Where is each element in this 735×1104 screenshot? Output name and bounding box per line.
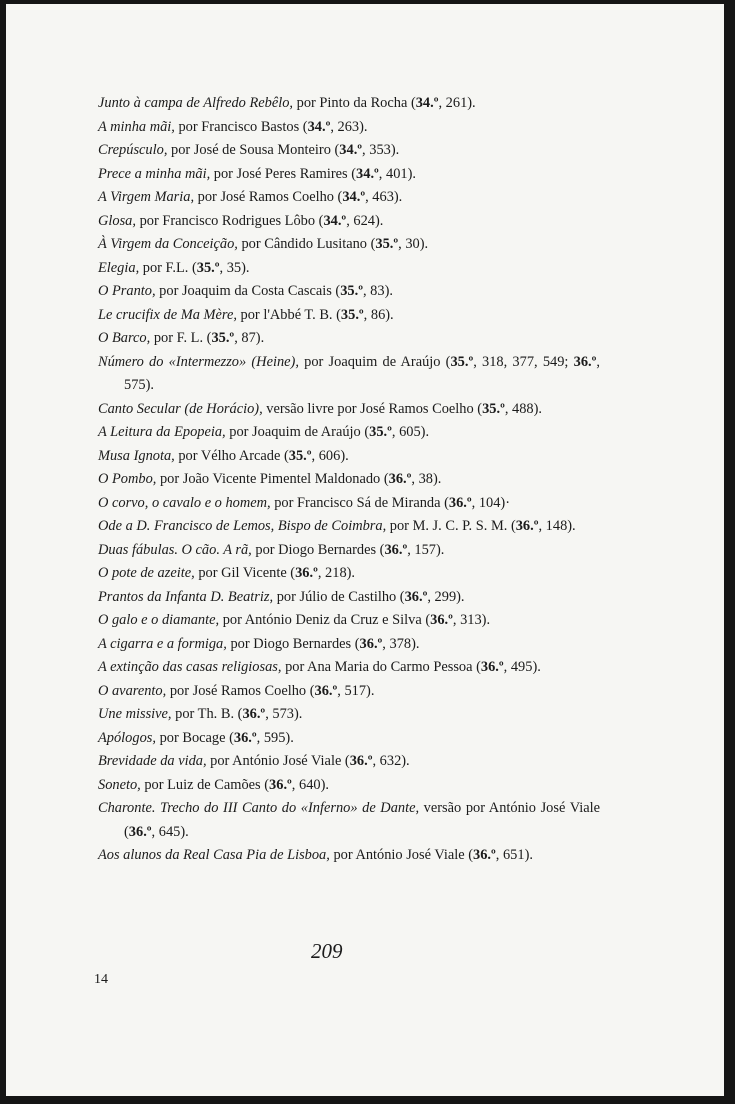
entry-pages: , 573). xyxy=(265,706,303,722)
entry-volume: 34.º xyxy=(415,95,439,111)
entry-pages: , 30). xyxy=(398,236,429,252)
entry-pages: , 353). xyxy=(362,142,400,158)
entry-pages: , 488). xyxy=(504,400,543,417)
entry-volume: 36.º xyxy=(295,565,318,581)
bibliography-entry xyxy=(98,351,600,398)
entry-volume: 36.º xyxy=(242,706,266,722)
entry-volume: 36.º xyxy=(515,518,539,534)
entry-author: por Vélho Arcade ( xyxy=(174,447,289,464)
entry-author: por Diogo Bernardes ( xyxy=(251,541,385,558)
bibliography-entry xyxy=(98,116,600,140)
entry-title: Prece a minha mãi, xyxy=(98,165,211,182)
entry-title: Glosa, xyxy=(98,212,136,229)
entry-pages: , 157). xyxy=(407,541,445,558)
entry-author: por F.L. ( xyxy=(139,259,197,276)
entry-pages: , 261). xyxy=(438,95,476,111)
entry-pages: , 606). xyxy=(311,447,349,464)
entry-author: por Pinto da Rocha ( xyxy=(293,95,416,111)
entry-pages: , 605). xyxy=(391,424,430,440)
bibliography-entry xyxy=(98,92,600,116)
bibliography-entry xyxy=(98,633,600,657)
entry-volume: 34.º xyxy=(323,212,347,229)
bibliography-entry xyxy=(98,515,600,539)
bibliography-entry xyxy=(98,609,600,633)
bibliography-entry xyxy=(98,844,600,868)
entry-author: por l'Abbé T. B. ( xyxy=(236,306,341,323)
entry-volume: 36.º xyxy=(233,729,257,746)
entry-title: A Virgem Maria, xyxy=(98,189,195,205)
entry-pages: , 595). xyxy=(256,729,294,746)
entry-author: por Joaquim da Costa Cascais ( xyxy=(155,283,341,299)
entry-author: por F. L. ( xyxy=(150,330,212,346)
entry-pages: , 87). xyxy=(234,330,265,346)
entry-volume: 36.º xyxy=(480,659,504,675)
entry-author: por Júlio de Castilho ( xyxy=(273,588,405,605)
entry-volume: 36.º xyxy=(349,753,373,769)
entry-title: Charonte. Trecho do III Canto do «Inferno» de Dante, xyxy=(98,800,420,816)
entry-author: por Th. B. ( xyxy=(171,706,243,722)
entry-title: O corvo, o cavalo e o homem, xyxy=(98,494,271,511)
entry-pages: , 632). xyxy=(372,753,410,769)
bibliography-entry xyxy=(98,327,600,351)
entry-pages: , 640). xyxy=(291,776,329,793)
entry-volume: 36.º xyxy=(448,494,472,511)
entry-title: Apólogos, xyxy=(98,729,156,746)
entry-volume: 35.º xyxy=(211,330,235,346)
bibliography-entry xyxy=(98,304,600,328)
bibliography-entry xyxy=(98,186,600,210)
bibliography-entry xyxy=(98,797,600,844)
entry-title: O Pombo, xyxy=(98,471,157,487)
bibliography-entry xyxy=(98,750,600,774)
entry-title: Canto Secular (de Horácio), xyxy=(98,400,263,417)
entry-title: Crepúsculo, xyxy=(98,142,168,158)
entry-title: Prantos da Infanta D. Beatriz, xyxy=(98,588,274,605)
entry-volume: 34.º xyxy=(356,165,379,182)
entry-author: por António Deniz da Cruz e Silva ( xyxy=(219,612,431,628)
entry-volume: 35.º xyxy=(288,447,312,464)
bibliography-entry xyxy=(98,680,600,704)
entry-author: por António José Viale ( xyxy=(329,847,474,863)
entry-author: por Francisco Rodrigues Lôbo ( xyxy=(135,212,324,229)
bibliography-entry xyxy=(98,257,600,281)
entry-title: Soneto, xyxy=(98,776,141,793)
entry-pages: , 401). xyxy=(378,165,416,182)
entry-pages: , 651). xyxy=(495,847,533,863)
entry-pages: , 83). xyxy=(362,283,393,299)
entry-pages: , 263). xyxy=(330,118,368,135)
entry-pages: , 624). xyxy=(346,212,384,229)
bibliography-entry xyxy=(98,703,600,727)
entry-author: por José de Sousa Monteiro ( xyxy=(167,142,340,158)
bibliography-entry xyxy=(98,468,600,492)
entry-pages: , 495). xyxy=(503,659,541,675)
entry-pages: , 517). xyxy=(337,682,375,699)
entry-title: À Virgem da Conceição, xyxy=(98,236,238,252)
bibliography-entry xyxy=(98,586,600,610)
entry-volume: 36.º xyxy=(128,823,152,840)
entry-author: por Ana Maria do Carmo Pessoa ( xyxy=(281,659,481,675)
entry-author: por Joaquim de Araújo ( xyxy=(298,353,451,370)
bibliography-entry xyxy=(98,445,600,469)
entry-volume: 35.º xyxy=(340,306,364,323)
entry-author: versão livre por José Ramos Coelho ( xyxy=(262,400,483,417)
entry-volume: 36.º xyxy=(473,847,496,863)
entry-pages: , 104)· xyxy=(471,494,510,511)
entry-title: Elegia, xyxy=(98,259,140,276)
entry-volume: 35.º xyxy=(482,400,505,417)
entry-author: por João Vicente Pimentel Maldonado ( xyxy=(156,471,389,487)
entry-title: A minha mãi, xyxy=(98,118,175,135)
entry-author: por José Peres Ramires ( xyxy=(210,165,357,182)
entry-title: Junto à campa de Alfredo Rebêlo, xyxy=(98,95,294,111)
entry-pages: , 645). xyxy=(151,823,189,840)
entry-title: O avarento, xyxy=(98,682,167,699)
entry-title: A cigarra e a formiga, xyxy=(98,635,227,652)
entry-volume: 35.º xyxy=(196,259,220,276)
entry-pages: , 318, 377, 549; xyxy=(473,353,574,370)
entry-author: por Francisco Bastos ( xyxy=(174,118,308,135)
bibliography-entry xyxy=(98,280,600,304)
entry-pages: , 575). xyxy=(124,353,600,393)
entry-author: versão por António José Viale ( xyxy=(124,800,600,840)
entry-author: por Francisco Sá de Miranda ( xyxy=(270,494,449,511)
entry-volume: 36.º xyxy=(404,588,428,605)
entry-title: Aos alunos da Real Casa Pia de Lisboa, xyxy=(98,847,330,863)
entry-title: Brevidade da vida, xyxy=(98,753,207,769)
bibliography-entry xyxy=(98,210,600,234)
entry-title: Ode a D. Francisco de Lemos, Bispo de Coimbra, xyxy=(98,518,387,534)
entry-author: por José Ramos Coelho ( xyxy=(166,682,315,699)
bibliography-list xyxy=(98,92,600,868)
entry-title: O Pranto, xyxy=(98,283,156,299)
entry-volume: 35.º xyxy=(369,424,392,440)
entry-volume: 36.º xyxy=(388,471,412,487)
entry-pages: , 463). xyxy=(365,189,403,205)
bibliography-entry xyxy=(98,398,600,422)
signature-mark: 14 xyxy=(94,972,108,987)
page-number: 209 xyxy=(311,939,343,963)
entry-volume: 36.º xyxy=(430,612,453,628)
entry-pages: , 313). xyxy=(452,612,491,628)
entry-volume: 35.º xyxy=(340,283,363,299)
entry-title: Número do «Intermezzo» (Heine), xyxy=(98,353,299,370)
entry-title: A Leitura da Epopeia, xyxy=(98,424,226,440)
entry-pages: , 218). xyxy=(317,565,356,581)
book-page xyxy=(6,4,724,1096)
entry-pages: , 35). xyxy=(219,259,250,276)
entry-title: Une missive, xyxy=(98,706,172,722)
entry-volume: 34.º xyxy=(339,142,363,158)
entry-volume: 35.º xyxy=(450,353,474,370)
entry-author: por Bocage ( xyxy=(155,729,234,746)
entry-title: O galo e o diamante, xyxy=(98,612,220,628)
entry-pages: , 86). xyxy=(363,306,394,323)
bibliography-entry xyxy=(98,421,600,445)
entry-title: O pote de azeite, xyxy=(98,565,195,581)
bibliography-entry xyxy=(98,139,600,163)
entry-volume: 36.º xyxy=(269,776,292,793)
entry-author: por José Ramos Coelho ( xyxy=(194,189,343,205)
entry-title: A extinção das casas religiosas, xyxy=(98,659,282,675)
bibliography-entry xyxy=(98,539,600,563)
entry-author: por Gil Vicente ( xyxy=(194,565,296,581)
bibliography-entry xyxy=(98,233,600,257)
entry-author: por Luiz de Camões ( xyxy=(140,776,270,793)
entry-author: por Diogo Bernardes ( xyxy=(226,635,360,652)
bibliography-entry xyxy=(98,656,600,680)
bibliography-entry xyxy=(98,727,600,751)
entry-pages: , 299). xyxy=(427,588,465,605)
entry-volume: 34.º xyxy=(307,118,331,135)
entry-title: Le crucifix de Ma Mère, xyxy=(98,306,237,323)
entry-author: por António José Viale ( xyxy=(206,753,350,769)
bibliography-entry xyxy=(98,163,600,187)
entry-volume: 35.º xyxy=(375,236,399,252)
entry-author: por Joaquim de Araújo ( xyxy=(225,424,370,440)
entry-title: Duas fábulas. O cão. A rã, xyxy=(98,541,252,558)
bibliography-entry xyxy=(98,492,600,516)
entry-pages: , 38). xyxy=(411,471,442,487)
entry-volume: 34.º xyxy=(342,189,366,205)
entry-volume: 36.º xyxy=(384,541,408,558)
entry-pages: , 378). xyxy=(382,635,420,652)
bibliography-entry xyxy=(98,774,600,798)
entry-volume: 36.º xyxy=(573,353,597,370)
entry-volume: 36.º xyxy=(314,682,338,699)
entry-title: Musa Ignota, xyxy=(98,447,175,464)
entry-volume: 36.º xyxy=(359,635,383,652)
entry-author: por M. J. C. P. S. M. ( xyxy=(386,518,516,534)
entry-pages: , 148). xyxy=(538,518,576,534)
entry-title: O Barco, xyxy=(98,330,151,346)
entry-author: por Cândido Lusitano ( xyxy=(237,236,376,252)
bibliography-entry xyxy=(98,562,600,586)
